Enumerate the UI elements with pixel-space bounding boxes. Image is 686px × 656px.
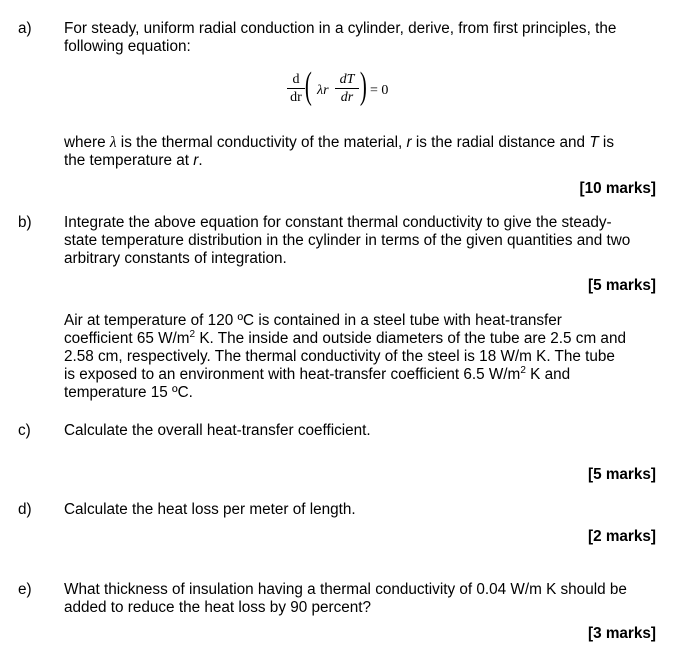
part-e-line-1: What thickness of insulation having a thermal conductivity of 0.04 W/m K should be <box>64 581 627 598</box>
line4-r-symbol: r <box>193 152 199 169</box>
part-a-label: a) <box>18 20 32 37</box>
part-e-marks: [3 marks] <box>587 625 656 642</box>
part-d-marks: [2 marks] <box>587 528 656 545</box>
part-a-where-line-2 <box>64 152 664 170</box>
where-end: is <box>598 134 614 151</box>
part-d-label: d) <box>18 501 32 518</box>
part-b-label: b) <box>18 214 32 231</box>
eq-dT-numerator: dT <box>339 72 355 87</box>
part-e-label: e) <box>18 581 32 598</box>
scenario-line-4 <box>64 366 664 384</box>
part-a-where-line <box>64 134 664 152</box>
part-b-line-3: arbitrary constants of integration. <box>64 250 287 267</box>
line4-end: . <box>198 152 203 169</box>
part-c-text: Calculate the overall heat-transfer coefficient. <box>64 422 371 439</box>
part-c-marks: [5 marks] <box>587 466 656 483</box>
scenario-line-2-sup: 2 <box>189 328 196 340</box>
lambda-symbol: λ <box>109 134 117 151</box>
scenario-line-3: 2.58 cm, respectively. The thermal conductivity of the steel is 18 W/m K. The tube <box>64 348 615 365</box>
part-d-text: Calculate the heat loss per meter of length. <box>64 501 356 518</box>
eq-left-paren: ( <box>304 65 312 107</box>
scenario-line-2a: coefficient 65 W/m <box>64 330 190 347</box>
line4-prefix: the temperature at <box>64 152 194 169</box>
eq-right-paren: ) <box>359 65 367 107</box>
eq-dr-denominator-2: dr <box>340 90 354 105</box>
eq-lambda-r: λr <box>317 83 329 98</box>
T-symbol: T <box>589 134 599 151</box>
part-b-line-1: Integrate the above equation for constant thermal conductivity to give the steady- <box>64 214 612 231</box>
part-e-line-2: added to reduce the heat loss by 90 percent? <box>64 599 372 616</box>
scenario-line-2 <box>64 330 664 348</box>
scenario-line-4-sup: 2 <box>520 364 526 376</box>
part-b-marks: [5 marks] <box>587 277 656 294</box>
where-mid-2: is the radial distance and <box>411 134 590 151</box>
part-c-label: c) <box>18 422 31 439</box>
scenario-line-1: Air at temperature of 120 ºC is contained in a steel tube with heat-transfer <box>64 312 562 329</box>
eq-fraction-bar-2 <box>335 88 359 89</box>
where-mid-1: is the thermal conductivity of the material, <box>116 134 407 151</box>
eq-d-numerator: d <box>292 72 300 87</box>
scenario-line-4b: K and <box>525 366 571 383</box>
eq-equals-zero: = 0 <box>370 83 389 98</box>
scenario-line-5: temperature 15 ºC. <box>64 384 193 401</box>
r-symbol: r <box>406 134 412 151</box>
scenario-line-2b: K. The inside and outside diameters of the tube are 2.5 cm and <box>195 330 626 347</box>
part-b-line-2: state temperature distribution in the cylinder in terms of the given quantities and two <box>64 232 631 249</box>
where-prefix: where <box>64 134 110 151</box>
part-a-marks: [10 marks] <box>579 180 656 197</box>
scenario-line-4a: is exposed to an environment with heat-transfer coefficient 6.5 W/m <box>64 366 521 383</box>
part-a-text-line-1: For steady, uniform radial conduction in a cylinder, derive, from first principles, the <box>64 20 617 37</box>
eq-dr-denominator: dr <box>290 90 302 105</box>
eq-fraction-bar-1 <box>287 88 305 89</box>
part-a-text-line-2: following equation: <box>64 38 191 55</box>
